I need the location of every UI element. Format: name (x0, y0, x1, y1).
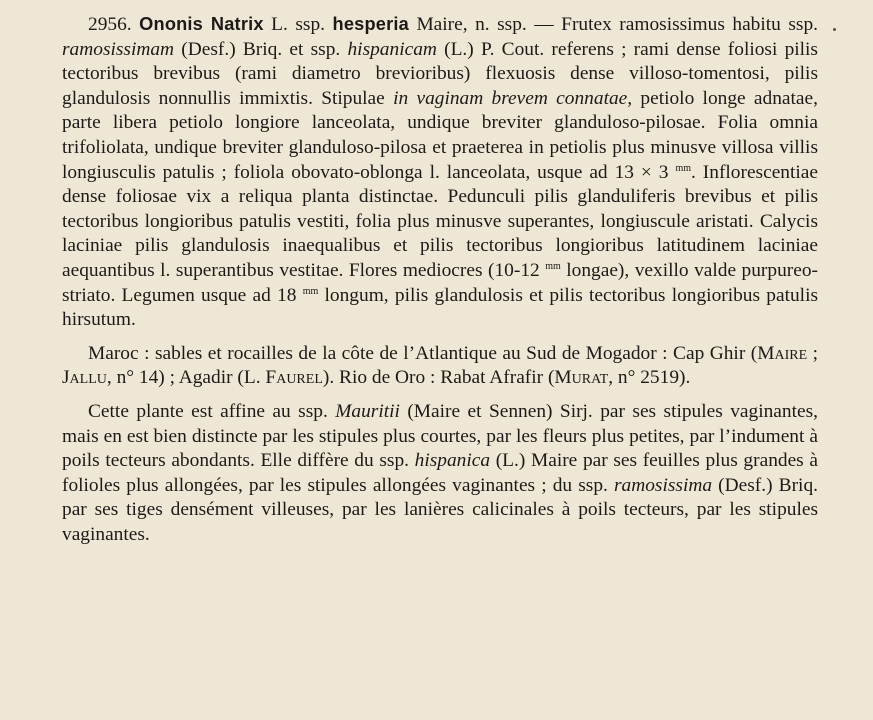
page-text (62, 12, 818, 547)
subspecies-name: hesperia (332, 14, 409, 34)
locality-paragraph: Maroc : sables et rocailles de la côte de l’Atlantique au Sud de Mogador : Cap Ghir (Maire ; Jallu, n° 14) ; Agadir (L. Faurel). Rio de Oro : Rabat Afrafir (Murat, n° 2519). (62, 342, 818, 389)
species-name: Ononis Natrix (139, 14, 264, 34)
print-speck (833, 28, 836, 31)
entry-number: 2956. (88, 14, 132, 35)
species-author: L. ssp. (263, 14, 333, 35)
discussion-paragraph: Cette plante est affine au ssp. Mauritii (Maire et Sennen) Sirj. par ses stipules vaginantes, mais en est bien distincte par les stipules plus courtes, par les fleurs plus petites, par l’indument à poils tecteurs abondants. Elle diffère du ssp. hispanica (L.) Maire par ses feuilles plus grandes à folioles plus allongées, par les stipules allongées vaginantes ; du ssp. ramosissima (Desf.) Briq. par ses tiges densément villeuses, par les lanières calicinales à poils tecteurs, par les stipules vaginantes. (62, 400, 818, 545)
species-description: 2956. Ononis Natrix L. ssp. hesperia Maire, n. ssp. — Frutex ramosissimus habitu ssp. ramosissimam (Desf.) Briq. et ssp. hispanicam (L.) P. Cout. referens ; rami dense foliosi pilis tectoribus brevibus (rami diametro brevioribus) flexuosis dense villoso-tomentosi, pilis glandulosis nonnullis immixtis. Stipulae in vaginam brevem connatae, petiolo longe adnatae, parte libera petiolo longiore lanceolata, undique breviter glanduloso-pilosae. Folia omnia trifoliolata, undique breviter glanduloso-pilosa et praeterea in petiolis plus minusve villosa villis longiusculis patulis ; foliola obovato-oblonga l. lanceolata, usque ad 13 × 3 $^{mm}$. Inflorescentiae dense foliosae vix a reliqua planta distinctae. Pedunculi pilis glanduliferis brevibus et pilis tectoribus longioribus patulis vestiti, folia plus minusve superantes, longiuscule aristati. Calycis laciniae pilis glandulosis inaequalibus et pilis tectoribus longioribus latitudinem laciniae aequantibus l. superantibus vestitae. Flores mediocres (10-12 $^{mm}$ longae), vexillo valde purpureo-striato. Legumen usque ad 18 $^{mm}$ longum, pilis glandulosis et pilis tectoribus longioribus patulis hirsutum. (62, 14, 818, 331)
